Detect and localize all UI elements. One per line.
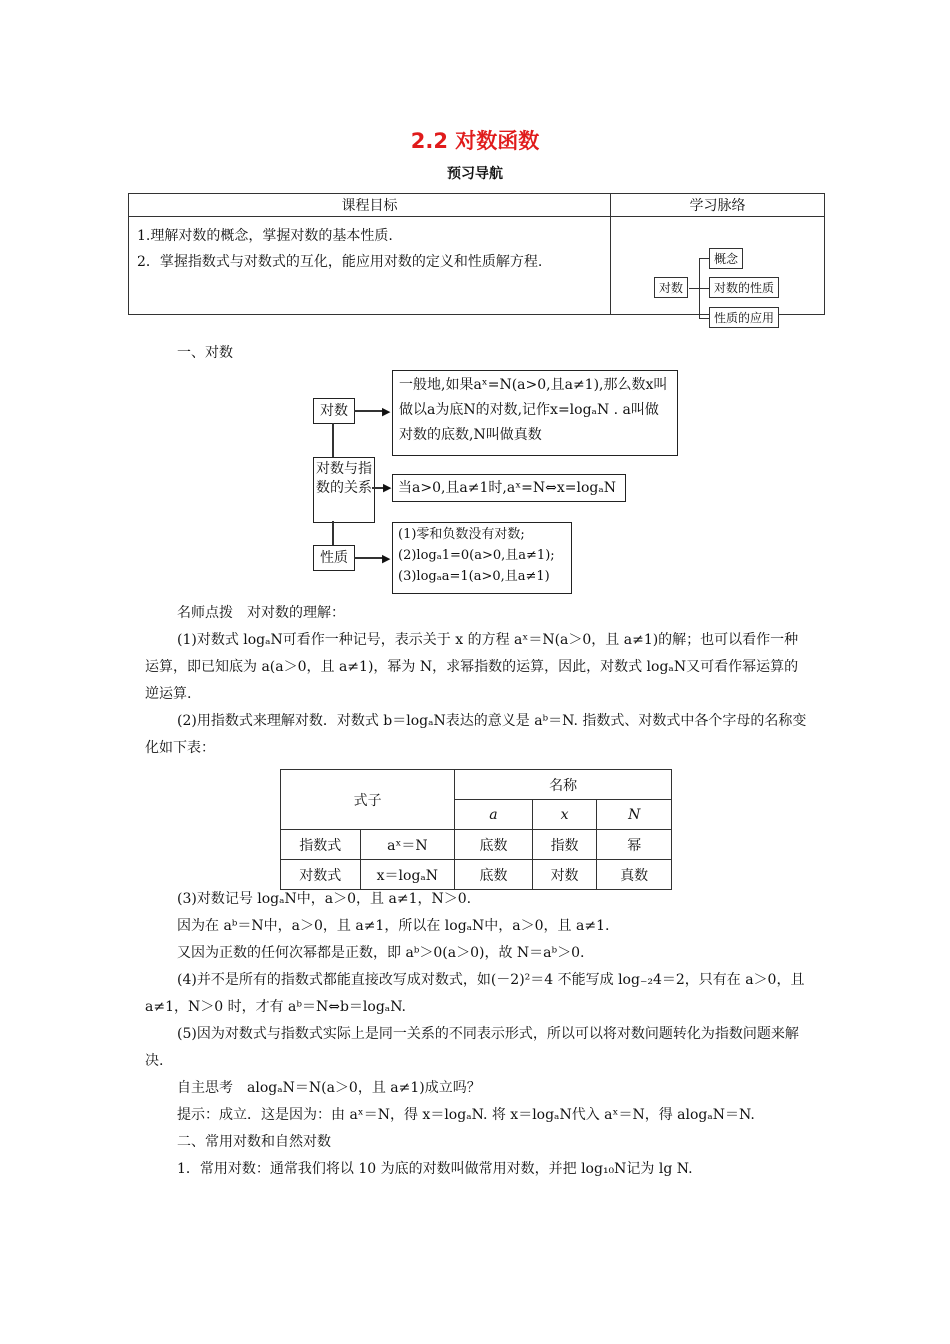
notes-block (145, 600, 810, 762)
flow-node-property: 性质 (313, 545, 355, 571)
property-line: (1)零和负数没有对数; (398, 527, 525, 542)
map-cell (611, 217, 825, 325)
col-header-goals: 课程目标 (129, 194, 611, 217)
flow-diagram: 对数 对数与指数的关系 性质 ▶ ▶ ▶ 一般地,如果aˣ=N(a>0,且a≠1),那么数x叫做以a为底N的对数,记作x=logₐN . a叫做对数的底数,N叫做真数 当a>0,且a≠1时,aˣ=N⇔x=logₐN (1)零和负数没有对数; (2)logₐ1=0(a>0,且a≠1); (3)logₐa=1(a>0,且a≠1) (310, 370, 680, 570)
tip-title: 名师点拨 对对数的理解： (177, 605, 345, 621)
preview-table (128, 193, 825, 325)
section2-p1: 1．常用对数：通常我们将以 10 为底的对数叫做常用对数，并把 log₁₀N记为 lg N. (177, 1161, 693, 1177)
names-cell: 底数 (455, 830, 533, 860)
note-p4: (4)并不是所有的指数式都能直接改写成对数式，如(－2)²＝4 不能写成 log₋₂4＝2，只有在 a＞0，且 a≠1，N＞0 时，才有 aᵇ＝N⇔b＝logₐN. (145, 972, 805, 1015)
map-branch: 对数的性质 (709, 277, 779, 298)
names-cell: 真数 (597, 860, 672, 890)
names-sub: x (532, 800, 597, 830)
names-cell: 对数 (532, 860, 597, 890)
names-cell: 幂 (597, 830, 672, 860)
map-branch: 概念 (709, 248, 743, 269)
hint: 提示：成立．这是因为：由 aˣ＝N，得 x＝logₐN. 将 x＝logₐN代入 aˣ＝N，得 alogₐN＝N. (177, 1107, 755, 1123)
self-think: 自主思考 alogₐN＝N(a＞0，且 a≠1)成立吗？ (177, 1080, 481, 1096)
note-p3: (3)对数记号 logₐN中，a＞0，且 a≠1，N＞0. (177, 891, 472, 907)
goal-item: 1.理解对数的概念，掌握对数的基本性质. (137, 228, 393, 244)
goals-cell (129, 217, 611, 315)
names-cell: 底数 (455, 860, 533, 890)
names-table (280, 769, 672, 890)
col-header-map: 学习脉络 (611, 194, 825, 217)
property-line: (3)logₐa=1(a>0,且a≠1) (398, 569, 550, 584)
section1-heading: 一、对数 (177, 345, 233, 361)
names-cell: 指数 (532, 830, 597, 860)
flow-property-box (392, 522, 572, 594)
names-header-name: 名称 (455, 770, 672, 800)
flow-node-relation: 对数与指数的关系 (313, 457, 375, 523)
note-p5: (5)因为对数式与指数式实际上是同一关系的不同表示形式，所以可以将对数问题转化为指数问题来解决. (145, 1026, 799, 1069)
flow-node-log: 对数 (313, 398, 355, 424)
concept-map (612, 218, 823, 325)
names-sub: N (597, 800, 672, 830)
names-row-label: 对数式 (281, 860, 361, 890)
notes-block-2 (145, 886, 810, 1183)
property-line: (2)logₐ1=0(a>0,且a≠1); (398, 548, 555, 563)
flow-relation-box: 当a>0,且a≠1时,aˣ=N⇔x=logₐN (392, 474, 626, 502)
names-header-form: 式子 (281, 770, 455, 830)
note-p3a: 因为在 aᵇ＝N中，a＞0，且 a≠1，所以在 logₐN中，a＞0，且 a≠1. (177, 918, 610, 934)
names-row-label: 指数式 (281, 830, 361, 860)
names-sub: a (455, 800, 533, 830)
names-row-form: aˣ＝N (360, 830, 455, 860)
note-p1: (1)对数式 logₐN可看作一种记号，表示关于 x 的方程 aˣ＝N(a＞0，且 a≠1)的解；也可以看作一种运算，即已知底为 a(a＞0，且 a≠1)，幂为 N，求幂指数的运算，因此，对数式 logₐN又可看作幂运算的逆运算. (145, 632, 799, 702)
flow-def-box: 一般地,如果aˣ=N(a>0,且a≠1),那么数x叫做以a为底N的对数,记作x=logₐN . a叫做对数的底数,N叫做真数 (392, 370, 678, 456)
note-p3b: 又因为正数的任何次幂都是正数，即 aᵇ＞0(a＞0)，故 N＝aᵇ＞0. (177, 945, 585, 961)
section-subtitle: 预习导航 (447, 166, 503, 182)
names-row-form: x＝logₐN (360, 860, 455, 890)
map-root: 对数 (654, 277, 688, 298)
note-p2: (2)用指数式来理解对数．对数式 b＝logₐN表达的意义是 aᵇ＝N. 指数式、对数式中各个字母的名称变化如下表： (145, 713, 807, 756)
section2-heading: 二、常用对数和自然对数 (177, 1134, 331, 1150)
map-branch: 性质的应用 (709, 307, 779, 328)
goal-item: 2．掌握指数式与对数式的互化，能应用对数的定义和性质解方程. (137, 254, 543, 270)
page-title: 2.2 对数函数 (410, 129, 540, 153)
